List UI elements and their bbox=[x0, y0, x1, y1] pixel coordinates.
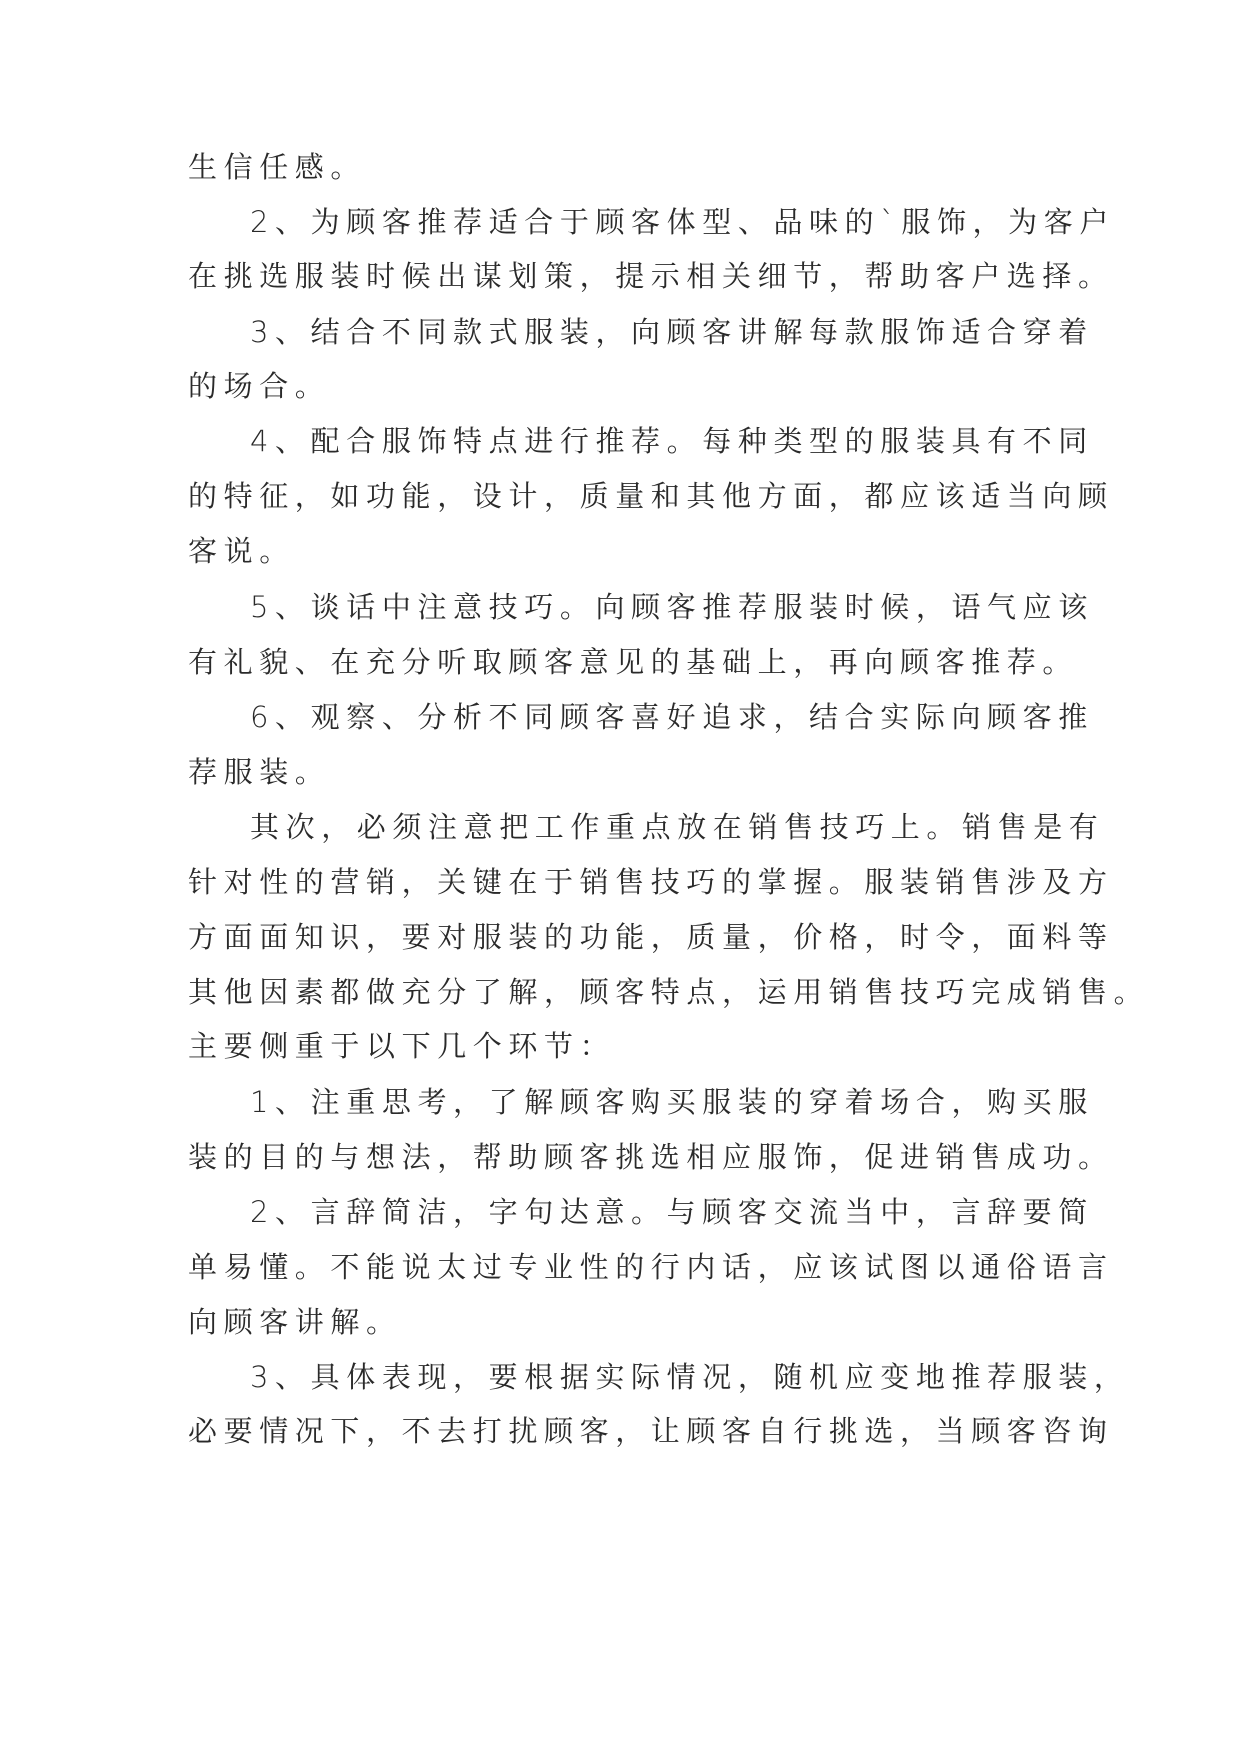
text-line: 4、配合服饰特点进行推荐。每种类型的服装具有不同 bbox=[250, 424, 1094, 458]
text-line: 其他因素都做充分了解，顾客特点，运用销售技巧完成销售。 bbox=[188, 975, 1150, 1009]
text-line: 单易懂。不能说太过专业性的行内话，应该试图以通俗语言 bbox=[188, 1250, 1114, 1284]
text-line: 必要情况下，不去打扰顾客，让顾客自行挑选，当顾客咨询 bbox=[188, 1414, 1114, 1448]
text-line: 3、具体表现，要根据实际情况，随机应变地推荐服装， bbox=[250, 1360, 1130, 1394]
text-line: 其次，必须注意把工作重点放在销售技巧上。销售是有 bbox=[250, 810, 1105, 844]
text-line: 5、谈话中注意技巧。向顾客推荐服装时候，语气应该 bbox=[250, 590, 1094, 624]
text-line: 的场合。 bbox=[188, 369, 331, 403]
text-line: 主要侧重于以下几个环节： bbox=[188, 1029, 616, 1063]
text-line: 生信任感。 bbox=[188, 150, 367, 184]
text-line: 装的目的与想法，帮助顾客挑选相应服饰，促进销售成功。 bbox=[188, 1140, 1114, 1174]
text-line: 6、观察、分析不同顾客喜好追求，结合实际向顾客推 bbox=[250, 700, 1094, 734]
text-line: 在挑选服装时候出谋划策，提示相关细节，帮助客户选择。 bbox=[188, 259, 1114, 293]
text-line: 2、言辞简洁，字句达意。与顾客交流当中，言辞要简 bbox=[250, 1195, 1094, 1229]
text-line: 2、为顾客推荐适合于顾客体型、品味的`服饰，为客户 bbox=[250, 205, 1115, 239]
text-line: 的特征，如功能，设计，质量和其他方面，都应该适当向顾 bbox=[188, 479, 1114, 513]
text-line: 荐服装。 bbox=[188, 755, 331, 789]
text-line: 客说。 bbox=[188, 534, 295, 568]
text-line: 向顾客讲解。 bbox=[188, 1305, 402, 1339]
text-line: 1、注重思考，了解顾客购买服装的穿着场合，购买服 bbox=[250, 1085, 1094, 1119]
text-line: 有礼貌、在充分听取顾客意见的基础上，再向顾客推荐。 bbox=[188, 645, 1079, 679]
text-line: 针对性的营销，关键在于销售技巧的掌握。服装销售涉及方 bbox=[188, 865, 1114, 899]
text-line: 3、结合不同款式服装，向顾客讲解每款服饰适合穿着 bbox=[250, 315, 1094, 349]
text-line: 方面面知识，要对服装的功能，质量，价格，时令，面料等 bbox=[188, 920, 1114, 954]
